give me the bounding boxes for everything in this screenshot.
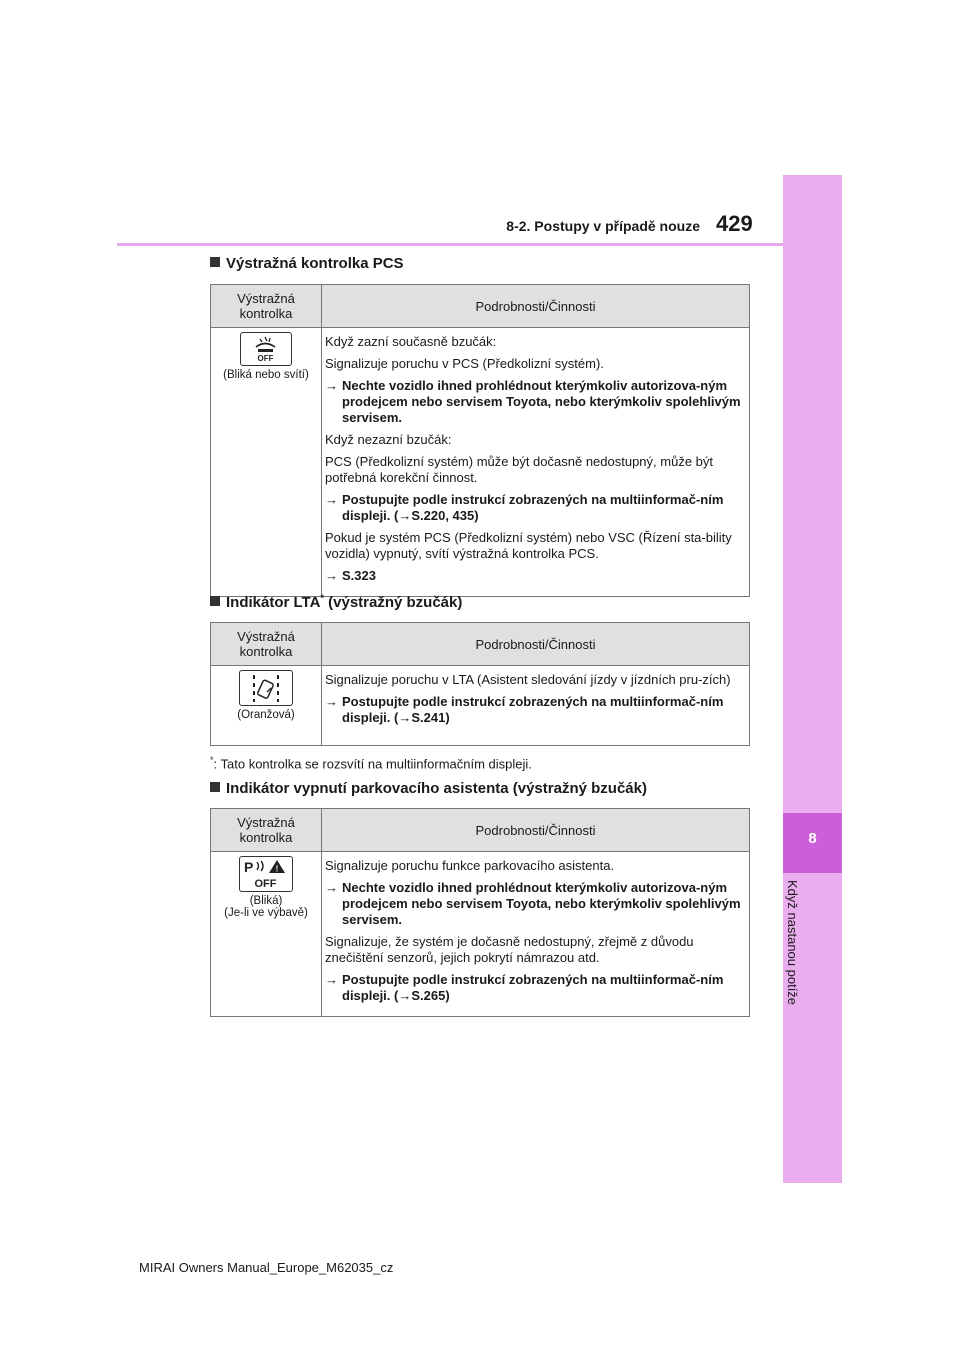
pcs-line-2: Signalizuje poruchu v PCS (Předkolizní systém). xyxy=(325,356,604,371)
svg-text:!: ! xyxy=(275,864,279,874)
parking-assist-off-icon xyxy=(239,856,293,892)
chapter-title: Když nastanou potíže xyxy=(785,880,800,1006)
pcs-warning-table xyxy=(210,284,750,597)
lta-action: → Postupujte podle instrukcí zobrazených na multiinformač-ním displeji. (→S.241) xyxy=(325,694,744,726)
pcs-warning-heading: Výstražná kontrolka PCS xyxy=(210,255,404,272)
col-header-details: Podrobnosti/Činnosti xyxy=(322,623,750,666)
footer-doc-id: MIRAI Owners Manual_Europe_M62035_cz xyxy=(139,1260,394,1275)
svg-text:OFF: OFF xyxy=(254,878,277,890)
parking-line-3: Signalizuje, že systém je dočasně nedostupný, zřejmě z důvodu znečištění senzorů, jejich pokrytí námrazou atd. xyxy=(325,934,694,965)
lta-icon-caption: (Oranžová) xyxy=(237,709,295,721)
header-rule xyxy=(117,243,783,246)
svg-text:P: P xyxy=(244,859,254,875)
pcs-icon-caption: (Bliká nebo svítí) xyxy=(223,369,309,381)
lta-line-1: Signalizuje poruchu v LTA (Asistent sledování jízdy v jízdních pru-zích) xyxy=(325,672,731,687)
pcs-reference: → S.323 xyxy=(325,568,744,584)
parking-line-1: Signalizuje poruchu funkce parkovacího asistenta. xyxy=(325,858,615,873)
col-header-warning-light: Výstražná kontrolka xyxy=(211,809,322,852)
parking-action-1: → Nechte vozidlo ihned prohlédnout kterýmkoliv autorizova-ným prodejcem nebo servisem Toyota, nebo kterýmkoliv spolehlivým servisem. xyxy=(325,880,744,928)
parking-action-2: → Postupujte podle instrukcí zobrazených na multiinformač-ním displeji. (→S.265) xyxy=(325,972,744,1004)
parking-icon-caption-2: (Je-li ve výbavě) xyxy=(224,907,308,919)
page-number: 429 xyxy=(716,211,753,236)
footnote: *: Tato kontrolka se rozsvítí na multiinformačním displeji. xyxy=(210,755,532,772)
chapter-number: 8 xyxy=(808,830,817,847)
parking-assist-heading: Indikátor vypnutí parkovacího asistenta (výstražný bzučák) xyxy=(210,780,647,797)
svg-text:OFF: OFF xyxy=(257,354,274,363)
lta-indicator-heading: Indikátor LTA* (výstražný bzučák) xyxy=(210,593,462,611)
pcs-action-1: → Nechte vozidlo ihned prohlédnout kterýmkoliv autorizova-ným prodejcem nebo servisem Toyota, nebo kterýmkoliv spolehlivým servisem. xyxy=(325,378,744,426)
section-title: 8-2. Postupy v případě nouze xyxy=(506,218,700,234)
pcs-line-4: Když nezazní bzučák: xyxy=(325,432,452,447)
col-header-details: Podrobnosti/Činnosti xyxy=(322,285,750,328)
col-header-warning-light: Výstražná kontrolka xyxy=(211,623,322,666)
parking-assist-table xyxy=(210,808,750,1017)
pcs-line-1: Když zazní současně bzučák: xyxy=(325,334,497,349)
pcs-action-2: → Postupujte podle instrukcí zobrazených na multiinformač-ním displeji. (→S.220, 435) xyxy=(325,492,744,524)
col-header-warning-light: Výstražná kontrolka xyxy=(211,285,322,328)
col-header-details: Podrobnosti/Činnosti xyxy=(322,809,750,852)
pcs-off-icon xyxy=(240,332,292,366)
lta-warning-icon xyxy=(239,670,293,706)
lta-indicator-table xyxy=(210,622,750,746)
pcs-line-5: PCS (Předkolizní systém) může být dočasně nedostupný, může být potřebná korekční činnost. xyxy=(325,454,714,485)
parking-icon-caption: (Bliká) xyxy=(249,895,283,907)
pcs-line-7: Pokud je systém PCS (Předkolizní systém) nebo VSC (Řízení sta-bility vozidla) vypnutý, svítí výstražná kontrolka PCS. xyxy=(325,530,732,561)
